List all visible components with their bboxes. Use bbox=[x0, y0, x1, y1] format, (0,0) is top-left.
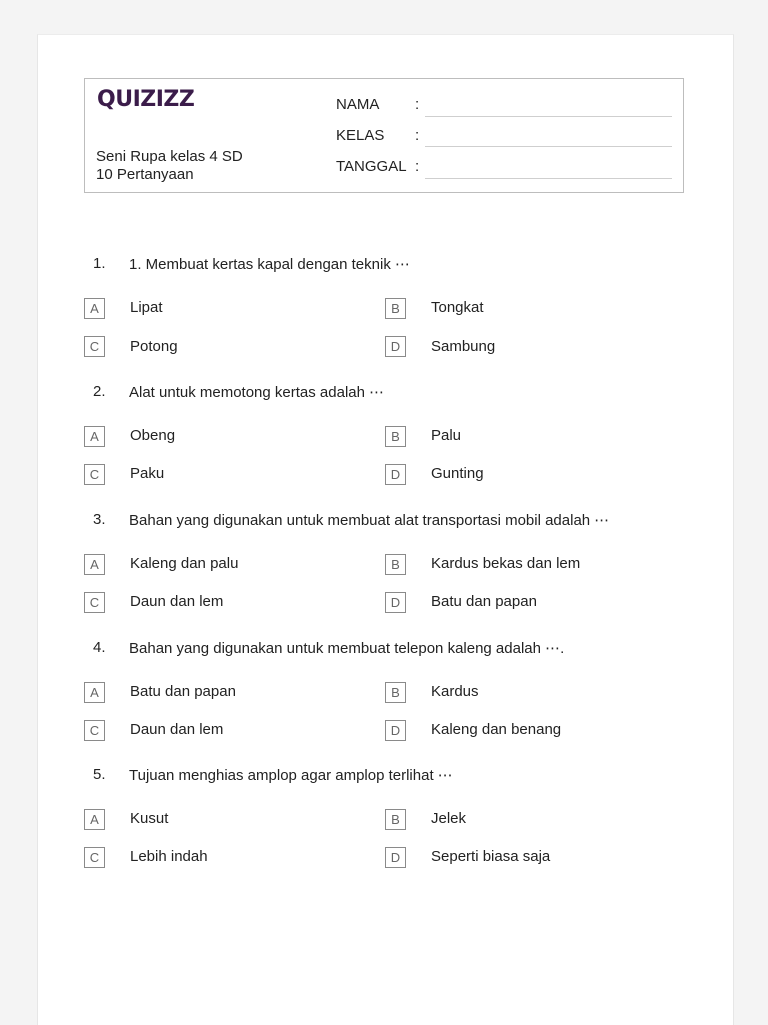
option-text: Gunting bbox=[431, 465, 484, 482]
option-letter-box: C bbox=[84, 336, 105, 357]
question-count: 10 Pertanyaan bbox=[96, 166, 194, 183]
option-text: Kusut bbox=[130, 810, 169, 827]
quizizz-logo: QUIZIZZ bbox=[97, 87, 195, 112]
option-text: Batu dan papan bbox=[130, 683, 236, 700]
option-letter-box: B bbox=[385, 298, 406, 319]
question-number: 1. bbox=[93, 255, 106, 272]
option-letter-box: A bbox=[84, 298, 105, 319]
option-text: Tongkat bbox=[431, 299, 484, 316]
kelas-label: KELAS bbox=[336, 127, 385, 144]
option-letter-box: C bbox=[84, 464, 105, 485]
option-letter-box: B bbox=[385, 554, 406, 575]
tanggal-line bbox=[425, 178, 672, 179]
option-letter-box: D bbox=[385, 847, 406, 868]
option-letter-box: A bbox=[84, 554, 105, 575]
option-text: Daun dan lem bbox=[130, 721, 224, 738]
option-letter-box: D bbox=[385, 464, 406, 485]
question-text: Alat untuk memotong kertas adalah ⋯ bbox=[129, 384, 385, 401]
option-text: Obeng bbox=[130, 427, 176, 444]
header-box bbox=[84, 78, 684, 193]
subject-title: Seni Rupa kelas 4 SD bbox=[96, 148, 243, 165]
option-letter-box: A bbox=[84, 682, 105, 703]
option-text: Lebih indah bbox=[130, 848, 208, 865]
option-letter-box: A bbox=[84, 426, 105, 447]
kelas-line bbox=[425, 146, 672, 147]
question-number: 3. bbox=[93, 511, 106, 528]
nama-colon: : bbox=[415, 96, 420, 113]
question-text: Bahan yang digunakan untuk membuat telepon kaleng adalah ⋯. bbox=[129, 640, 565, 657]
option-text: Kardus bekas dan lem bbox=[431, 555, 581, 572]
option-text: Sambung bbox=[431, 338, 496, 355]
option-letter-box: D bbox=[385, 592, 406, 613]
option-letter-box: D bbox=[385, 720, 406, 741]
question-text: 1. Membuat kertas kapal dengan teknik ⋯ bbox=[129, 256, 410, 273]
nama-label: NAMA bbox=[336, 96, 380, 113]
option-text: Kaleng dan benang bbox=[431, 721, 562, 738]
option-letter-box: B bbox=[385, 426, 406, 447]
question-number: 4. bbox=[93, 639, 106, 656]
option-text: Kaleng dan palu bbox=[130, 555, 239, 572]
option-text: Seperti biasa saja bbox=[431, 848, 551, 865]
option-text: Potong bbox=[130, 338, 178, 355]
option-text: Palu bbox=[431, 427, 462, 444]
question-number: 5. bbox=[93, 766, 106, 783]
option-text: Lipat bbox=[130, 299, 163, 316]
question-text: Tujuan menghias amplop agar amplop terlihat ⋯ bbox=[129, 767, 453, 784]
tanggal-label: TANGGAL bbox=[336, 158, 407, 175]
option-letter-box: C bbox=[84, 592, 105, 613]
nama-line bbox=[425, 116, 672, 117]
kelas-colon: : bbox=[415, 127, 420, 144]
tanggal-colon: : bbox=[415, 158, 420, 175]
question-text: Bahan yang digunakan untuk membuat alat transportasi mobil adalah ⋯ bbox=[129, 512, 610, 529]
option-text: Paku bbox=[130, 465, 165, 482]
option-letter-box: B bbox=[385, 809, 406, 830]
option-letter-box: B bbox=[385, 682, 406, 703]
option-letter-box: C bbox=[84, 847, 105, 868]
question-number: 2. bbox=[93, 383, 106, 400]
option-text: Jelek bbox=[431, 810, 467, 827]
option-text: Daun dan lem bbox=[130, 593, 224, 610]
option-text: Kardus bbox=[431, 683, 479, 700]
option-text: Batu dan papan bbox=[431, 593, 537, 610]
option-letter-box: A bbox=[84, 809, 105, 830]
option-letter-box: D bbox=[385, 336, 406, 357]
option-letter-box: C bbox=[84, 720, 105, 741]
